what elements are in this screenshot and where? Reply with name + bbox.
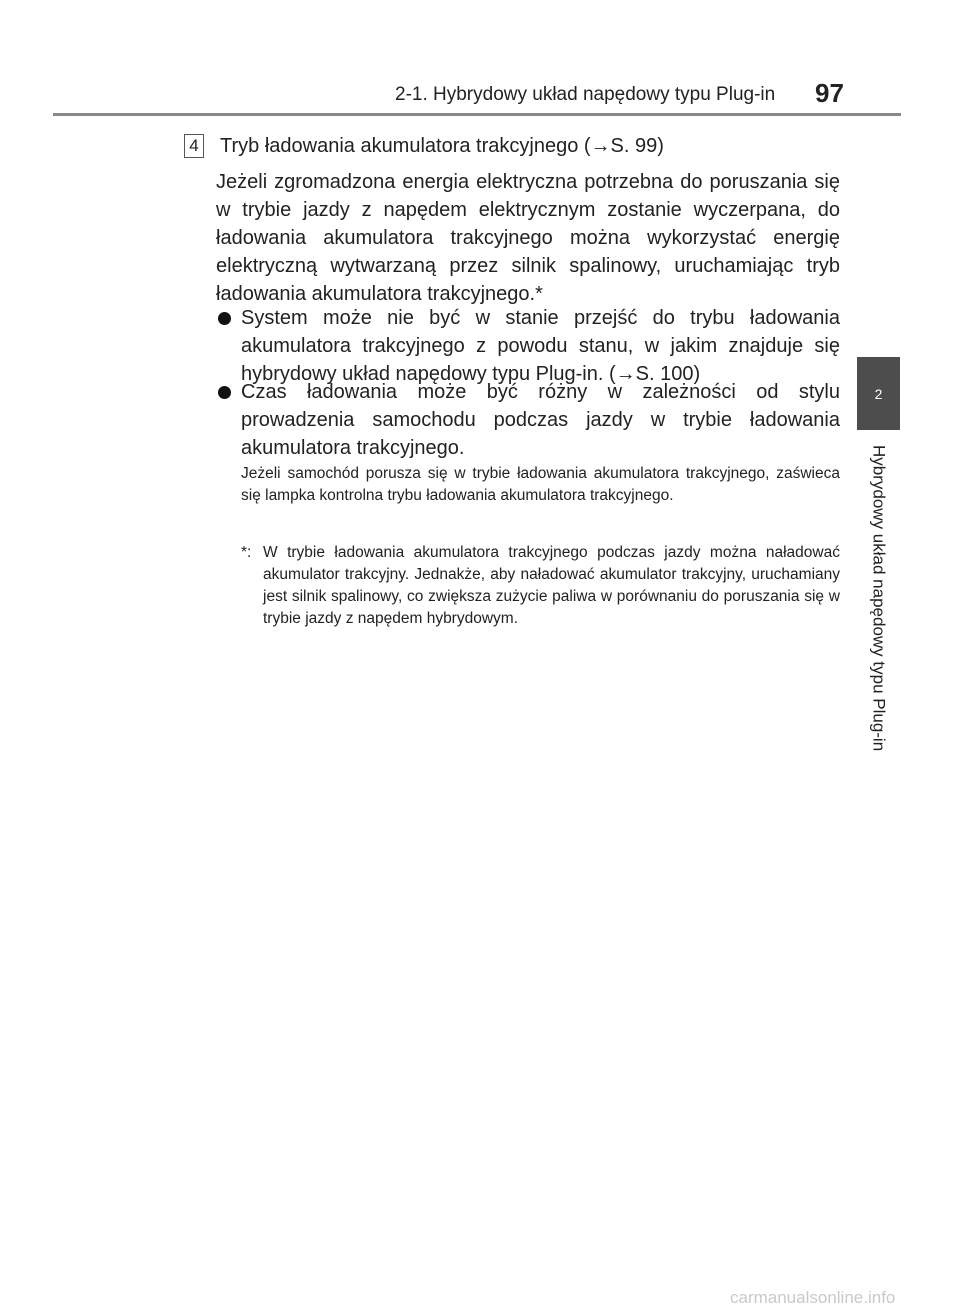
section-header-title: 2-1. Hybrydowy układ napędowy typu Plug-in	[395, 84, 776, 105]
note-text: Jeżeli samochód porusza się w trybie ładowania akumulatora trakcyjnego, zaświeca się lampka kontrolna trybu ładowania akumulatora trakcyjnego.	[241, 465, 840, 504]
watermark: carmanualsonline.info	[730, 1288, 896, 1307]
footnote	[241, 542, 840, 630]
item-heading	[184, 134, 664, 158]
bullet-text: System może nie być w stanie przejść do trybu ładowania akumulatora trakcyjnego z powodu stanu, w jakim znajduje się hybrydowy układ napędowy typu Plug-in. (→S. 100)	[241, 307, 840, 385]
bullet-item	[216, 378, 840, 462]
item-heading-text: Tryb ładowania akumulatora trakcyjnego (→S. 99)	[220, 134, 664, 157]
footnote-text: W trybie ładowania akumulatora trakcyjnego podczas jazdy można naładować akumulator trakcyjny. Jednakże, aby naładować akumulator trakcyjny, uruchamiany jest silnik spalinowy, co zwiększa zużycie paliwa w porównaniu do poruszania się w trybie jazdy z napędem hybrydowym.	[263, 544, 840, 627]
bullet-dot-icon	[218, 312, 231, 325]
chapter-tab-title: Hybrydowy układ napędowy typu Plug-in	[869, 444, 889, 752]
header-divider	[53, 113, 901, 116]
item-number-box: 4	[184, 134, 204, 158]
footnote-mark: *:	[241, 544, 252, 561]
page-number: 97	[815, 78, 844, 108]
item-paragraph: Jeżeli zgromadzona energia elektryczna potrzebna do poruszania się w trybie jazdy z napędem elektrycznym zostanie wyczerpana, do ładowania akumulatora trakcyjnego można wykorzystać energię elektryczną wytwarzaną przez silnik spalinowy, uruchamiając tryb ładowania akumulatora trakcyjnego.*	[216, 171, 840, 305]
chapter-tab-number: 2	[857, 357, 900, 430]
bullet-text: Czas ładowania może być różny w zależności od stylu prowadzenia samochodu podczas jazdy w trybie ładowania akumulatora trakcyjnego.	[241, 381, 840, 459]
bullet-dot-icon	[218, 386, 231, 399]
bullet-item	[216, 304, 840, 388]
